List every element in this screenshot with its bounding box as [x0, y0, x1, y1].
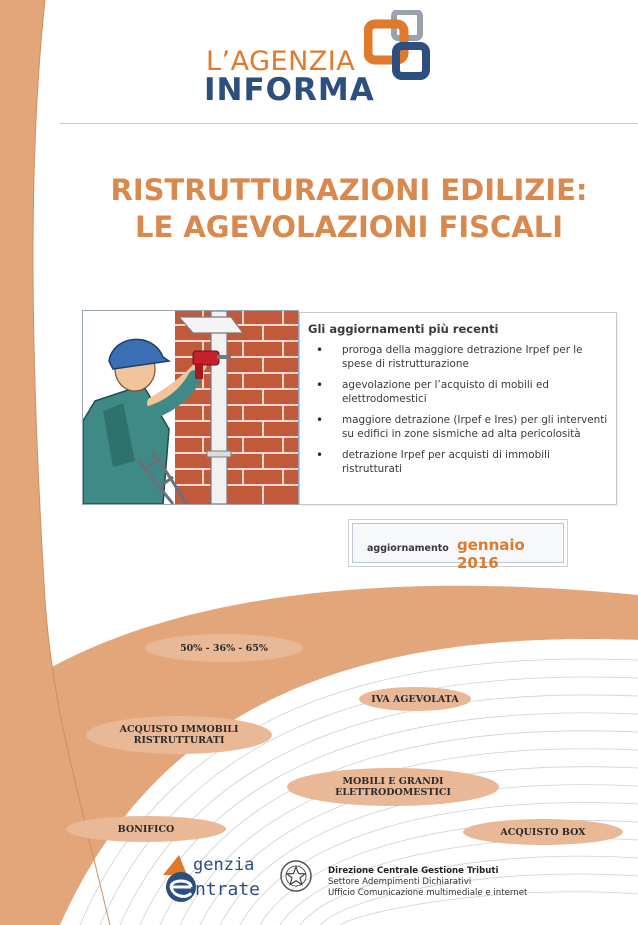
bullet-icon: •	[316, 343, 324, 357]
list-item	[310, 378, 610, 406]
topic-iva-agevolata: IVA AGEVOLATA	[359, 687, 471, 711]
topic-acquisto-immobili: ACQUISTO IMMOBILI RISTRUTTURATI	[86, 716, 272, 754]
topic-acquisto-box: ACQUISTO BOX	[463, 819, 623, 845]
agency-logo-line1: genzia	[193, 855, 255, 875]
list-item-text: maggiore detrazione (Irpef e Ires) per gli interventi su edifici in zone sismiche ad alta pericolosità	[342, 414, 608, 440]
logo-squares-icon	[364, 10, 436, 90]
agenzia-entrate-logo	[155, 853, 325, 905]
list-item-text: agevolazione per l’acquisto di mobili ed elettrodomestici	[342, 379, 549, 405]
latest-updates-box	[299, 312, 617, 505]
header-divider	[60, 123, 638, 124]
list-item	[310, 448, 610, 476]
page-title	[60, 172, 638, 246]
update-date: gennaio 2016	[457, 536, 525, 572]
title-line1: RISTRUTTURAZIONI EDILIZIE:	[110, 173, 588, 207]
title-line2: LE AGEVOLAZIONI FISCALI	[134, 210, 564, 244]
list-item-text: detrazione Irpef per acquisti di immobili ristrutturati	[342, 449, 550, 475]
bullet-icon: •	[316, 413, 324, 427]
footer-office-info	[328, 866, 588, 899]
footer-line1: Direzione Centrale Gestione Tributi	[328, 866, 499, 876]
worker-illustration	[82, 310, 299, 505]
update-date-box	[348, 519, 568, 572]
footer-line3: Ufficio Comunicazione multimediale e internet	[328, 888, 528, 898]
topic-bonifico: BONIFICO	[66, 816, 226, 842]
topic-mobili-elettrodomestici: MOBILI E GRANDI ELETTRODOMESTICI	[287, 768, 499, 806]
list-item	[310, 343, 610, 371]
bullet-icon: •	[316, 378, 324, 392]
footer-line2: Settore Adempimenti Dichiarativi	[328, 877, 472, 887]
latest-updates-list	[310, 343, 610, 483]
logo-line1: L’AGENZIA	[206, 46, 356, 77]
worker-drilling-wall-illustration	[83, 311, 298, 504]
latest-updates-heading: Gli aggiornamenti più recenti	[308, 322, 499, 336]
topic-percentages: 50% - 36% - 65%	[145, 634, 303, 662]
italian-republic-emblem-icon	[279, 859, 313, 893]
list-item-text: proroga della maggiore detrazione Irpef per le spese di ristrutturazione	[342, 344, 583, 370]
logo-line2: INFORMA	[204, 72, 375, 108]
list-item	[310, 413, 610, 441]
bullet-icon: •	[316, 448, 324, 462]
brick-wall	[175, 311, 298, 504]
agenzia-informa-logo	[204, 10, 440, 106]
agency-logo-line2: ntrate	[195, 879, 261, 900]
update-label: aggiornamento	[367, 543, 449, 554]
